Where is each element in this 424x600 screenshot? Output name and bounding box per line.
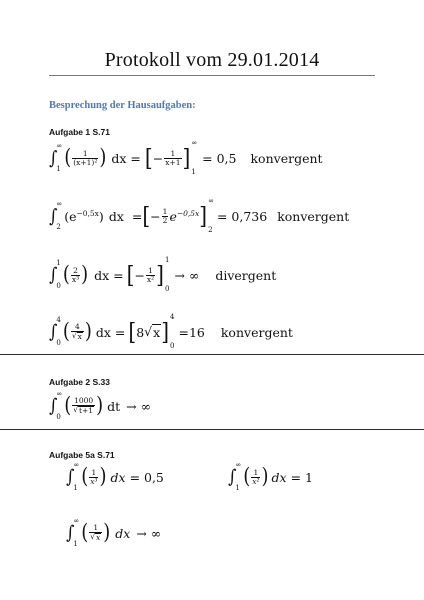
integral-sign: ∫ ∞ 1	[228, 461, 242, 492]
integral-sign: ∫ ∞ 1	[66, 461, 80, 492]
formula-5-3: ∫ ∞ 1 ( 1 √ x ) dx → ∞	[66, 517, 162, 548]
integral-sign: ∫ 4 0	[49, 316, 61, 347]
formula-5-2: ∫ ∞ 1 ( $\frac{1}{\text{x²}}$ ) dx = 1	[228, 461, 313, 492]
formula-5-1: ∫ ∞ 1 ( $\frac{1}{\text{x³}}$ ) dx = 0,5	[66, 461, 164, 492]
verdict: konvergent	[277, 208, 350, 224]
section-heading: Besprechung der Hausaufgaben:	[49, 100, 196, 111]
integral-sign: ∫ ∞ 2	[49, 200, 63, 231]
integral-sign: ∫ 1 0	[49, 259, 61, 290]
title-rule	[49, 75, 375, 76]
task-1-heading: Aufgabe 1 S.71	[49, 127, 110, 137]
verdict: konvergent	[250, 150, 323, 166]
divider	[0, 429, 424, 430]
integral-sign: ∫ ∞ 1	[49, 142, 63, 173]
formula-1-3: ∫ 1 0 ( $\frac{2}{\text{x³}}$ ) dx = [ − $\frac{1}{\text{x²}}$ ] 1 0 → ∞ divergent	[49, 256, 277, 293]
formula-1-4: ∫ 4 0 ( 4 √ x ) dx = [ 8 √ x ] 4 0 =16 konvergent	[49, 313, 293, 350]
integral-sign: ∫ ∞ 1	[66, 517, 80, 548]
page-title: Protokoll vom 29.01.2014	[104, 49, 320, 71]
integral-sign: ∫ ∞ 0	[49, 390, 63, 421]
formula-1-2: ∫ ∞ 2 (e −0,5x ) dx = [ − $\frac{1}{2}$ e −0,5x ] ∞ 2 = 0,736 konvergent	[49, 197, 350, 234]
formula-1-1: ∫ ∞ 1 ( $\frac{1}{\text{(x+1)²}}$ ) dx = [ − $\frac{1}{x+1}$ ] ∞ 1 = 0,5 konvergent	[49, 139, 323, 176]
divider	[0, 354, 424, 355]
formula-2-1: ∫ ∞ 0 ( 1000 √ t+1 ) dt → ∞	[49, 390, 152, 421]
task-5a-heading: Aufgabe 5a S.71	[49, 450, 115, 460]
task-2-heading: Aufgabe 2 S.33	[49, 377, 110, 387]
verdict: divergent	[215, 267, 277, 283]
verdict: konvergent	[220, 324, 293, 340]
